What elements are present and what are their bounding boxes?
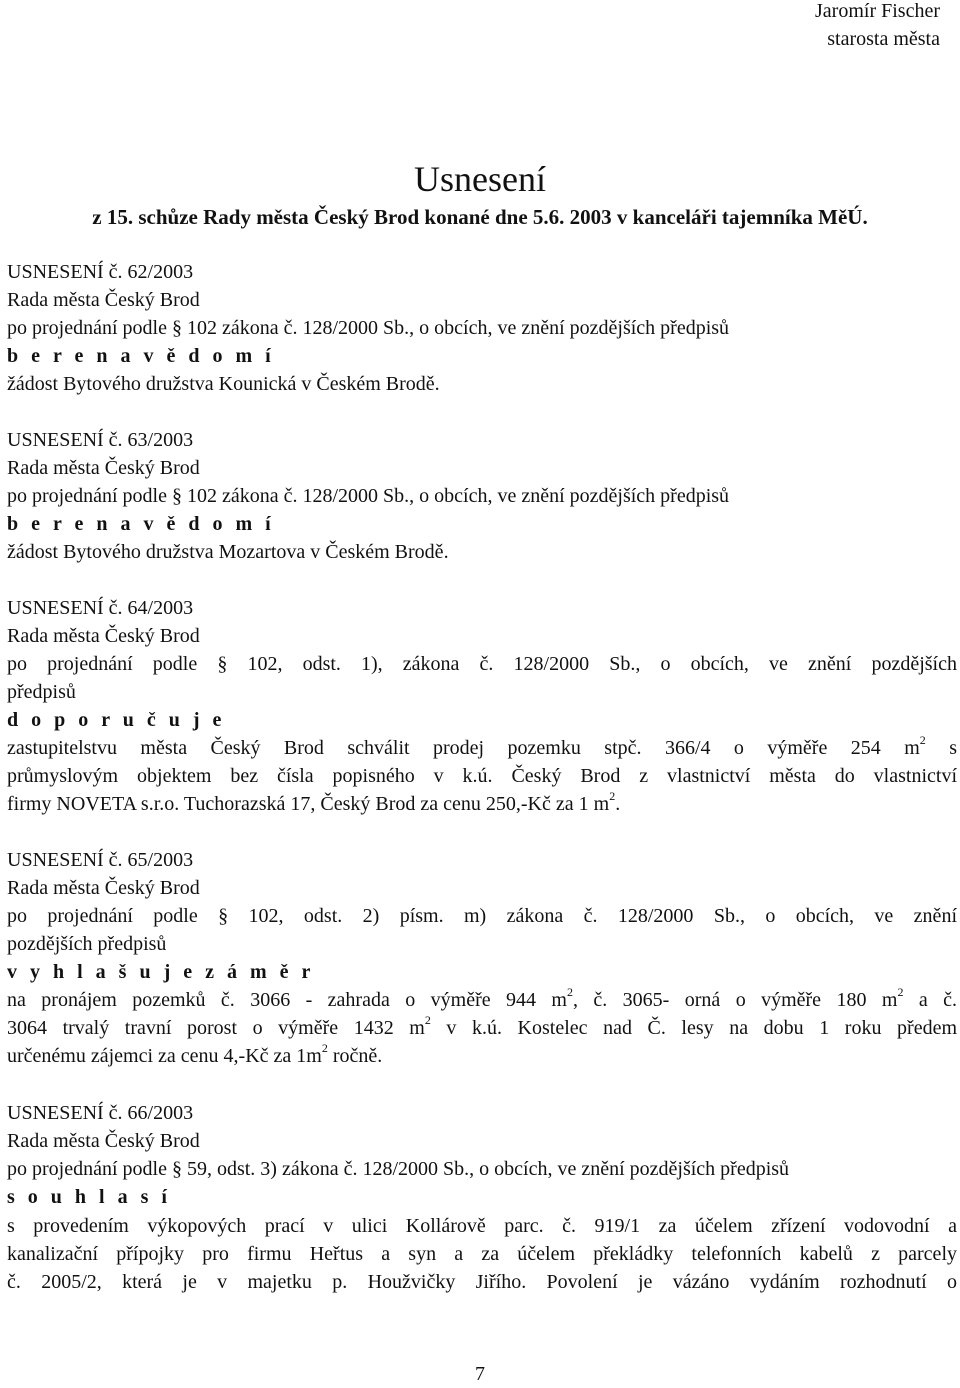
resolution-verb: b e r e n a v ě d o m í [7, 513, 275, 535]
resolution-text-line: kanalizační přípojky pro firmu Heřtus a syn a za účelem překládky telefonních kabelů z parcely [7, 1243, 957, 1265]
resolution-verb: b e r e n a v ě d o m í [7, 345, 275, 367]
resolution-legal-basis: po projednání podle § 102, odst. 2) písm. m) zákona č. 128/2000 Sb., o obcích, ve znění [7, 905, 957, 927]
resolution-legal-basis-cont: předpisů [7, 681, 76, 703]
resolution-legal-basis: po projednání podle § 102 zákona č. 128/2000 Sb., o obcích, ve znění pozdějších předpisů [7, 485, 730, 507]
resolution-heading: USNESENÍ č. 63/2003 [7, 429, 194, 451]
resolution-text: žádost Bytového družstva Kounická v Českém Brodě. [7, 373, 440, 395]
resolution-council: Rada města Český Brod [7, 457, 200, 479]
page-number: 7 [475, 1363, 485, 1385]
resolution-verb: d o p o r u č u j e [7, 709, 226, 731]
resolution-text-line: na pronájem pozemků č. 3066 - zahrada o výměře 944 $m^2$, č. 3065- orná o výměře 180 $m^2$ a č. [7, 985, 957, 1011]
resolution-heading: USNESENÍ č. 66/2003 [7, 1102, 194, 1124]
resolution-legal-basis: po projednání podle § 59, odst. 3) zákona č. 128/2000 Sb., o obcích, ve znění pozdějších předpisů [7, 1158, 790, 1180]
resolution-text: žádost Bytového družstva Mozartova v Českém Brodě. [7, 541, 449, 563]
resolution-text-line: určenému zájemci za cenu 4,-Kč za $1m^2$ ročně. [7, 1041, 383, 1067]
resolution-text-line: firmy NOVETA s.r.o. Tuchorazská 17, Český Brod za cenu 250,-Kč za 1 $m^2$. [7, 789, 621, 815]
resolution-legal-basis-cont: pozdějších předpisů [7, 933, 167, 955]
resolution-legal-basis: po projednání podle § 102, odst. 1), zákona č. 128/2000 Sb., o obcích, ve znění pozdějších [7, 653, 957, 675]
resolution-text-line: č. 2005/2, která je v majetku p. Houžvičky Jiřího. Povolení je vázáno vydáním rozhodnutí o [7, 1271, 957, 1293]
document-subtitle: z 15. schůze Rady města Český Brod konané dne 5.6. 2003 v kanceláři tajemníka MěÚ. [92, 205, 868, 229]
resolution-council: Rada města Český Brod [7, 1130, 200, 1152]
resolution-verb: v y h l a š u j e z á m ě r [7, 961, 315, 983]
author-role: starosta města [827, 28, 940, 50]
resolution-text-line: průmyslovým objektem bez čísla popisného v k.ú. Český Brod z vlastnictví města do vlastnictví [7, 765, 957, 787]
resolution-council: Rada města Český Brod [7, 289, 200, 311]
resolution-text-line: zastupitelstvu města Český Brod schválit prodej pozemku stpč. 366/4 o výměře 254 $m^2$ s [7, 733, 957, 759]
resolution-council: Rada města Český Brod [7, 625, 200, 647]
resolution-verb: s o u h l a s í [7, 1186, 171, 1208]
document-title: Usnesení [414, 159, 546, 199]
resolution-heading: USNESENÍ č. 64/2003 [7, 597, 194, 619]
resolution-legal-basis: po projednání podle § 102 zákona č. 128/2000 Sb., o obcích, ve znění pozdějších předpisů [7, 317, 730, 339]
resolution-text-line: s provedením výkopových prací v ulici Kollárově parc. č. 919/1 za účelem zřízení vodovodní a [7, 1215, 957, 1237]
resolution-text-line: 3064 trvalý travní porost o výměře 1432 $m^2$ v k.ú. Kostelec nad Č. lesy na dobu 1 roku předem [7, 1013, 958, 1039]
resolution-heading: USNESENÍ č. 65/2003 [7, 849, 194, 871]
resolution-heading: USNESENÍ č. 62/2003 [7, 261, 194, 283]
author-name: Jaromír Fischer [815, 0, 940, 22]
resolution-council: Rada města Český Brod [7, 877, 200, 899]
